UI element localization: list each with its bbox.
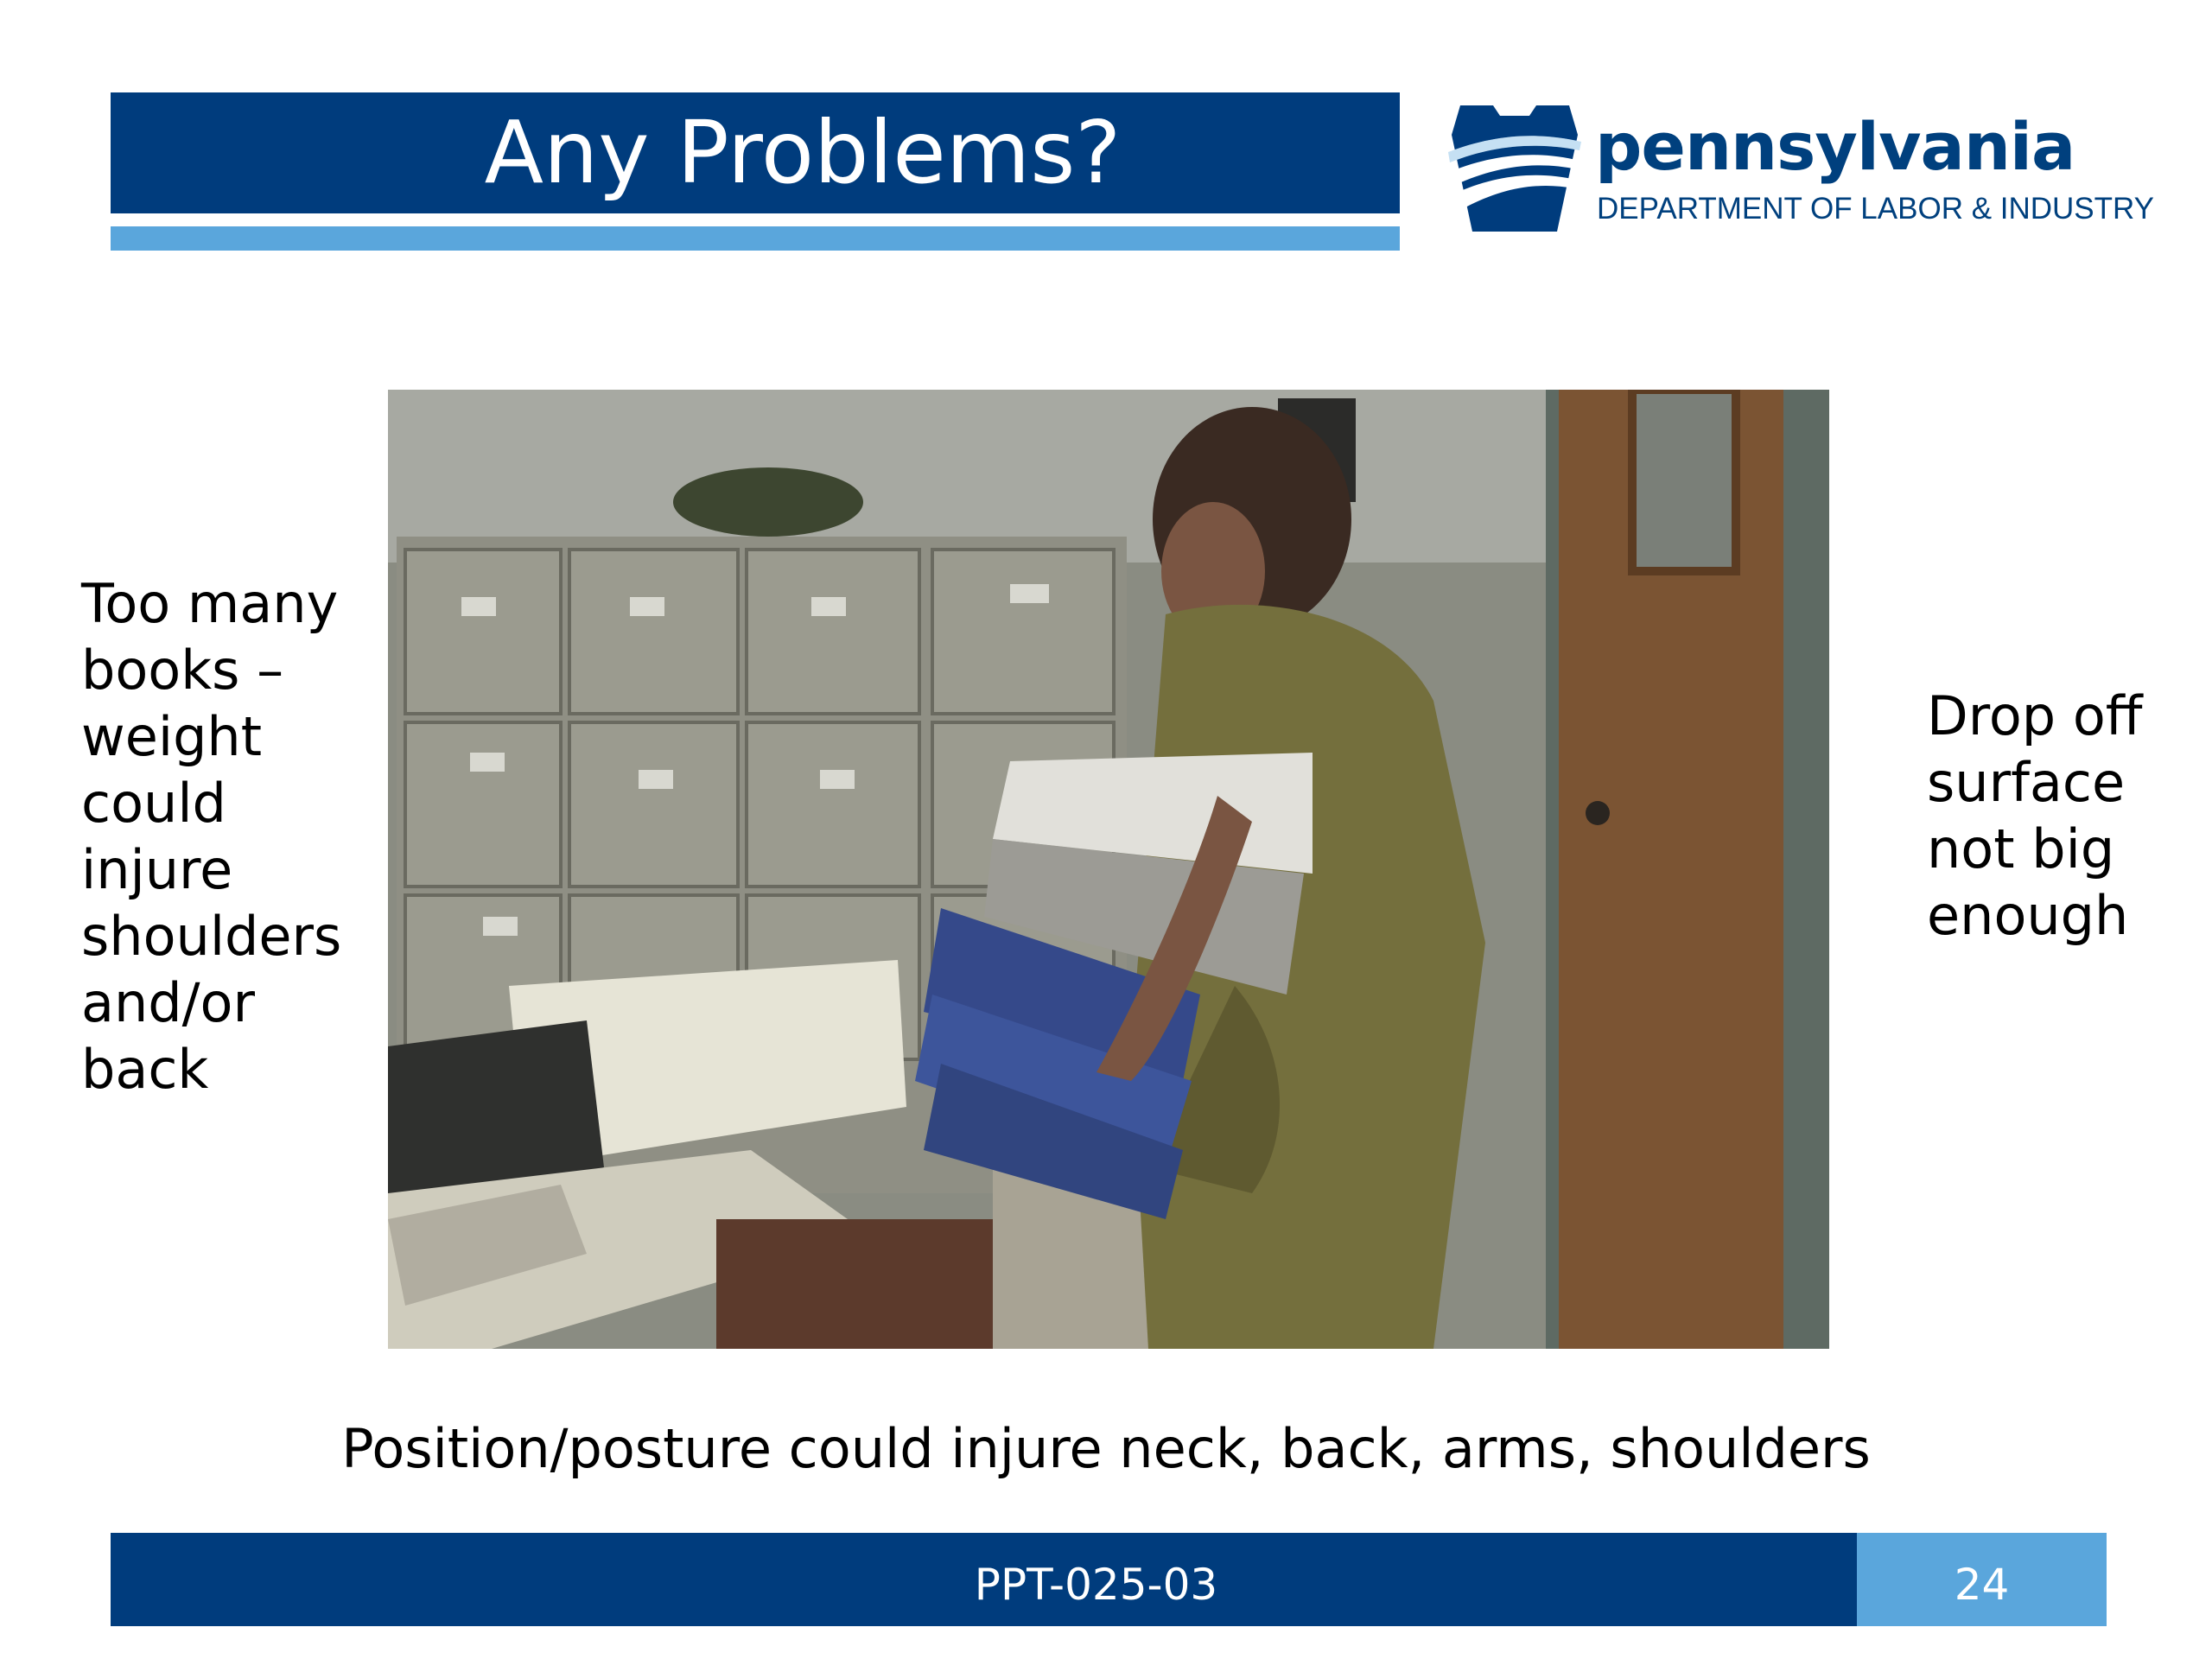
left-note: Too many books – weight could injure shoulders and/or back [81, 572, 342, 1101]
photo-illustration [388, 390, 1829, 1349]
office-photo [388, 390, 1829, 1349]
keystone-icon [1441, 100, 1588, 238]
logo-department: DEPARTMENT OF LABOR & INDUSTRY [1597, 192, 2155, 226]
photo-caption: Position/posture could injure neck, back, arms, shoulders [341, 1417, 1871, 1480]
logo-name: pennsylvania [1595, 108, 2075, 185]
right-note: Drop off surface not big enough [1927, 684, 2143, 947]
title-underline-stripe [111, 226, 1400, 251]
slide-title: Any Problems? [484, 102, 1122, 203]
pa-labor-logo [1441, 95, 2176, 251]
page-number: 24 [1954, 1560, 2010, 1610]
footer-bar [111, 1533, 1857, 1626]
footer-page-box [1857, 1533, 2107, 1626]
footer-code: PPT-025-03 [974, 1560, 1218, 1610]
title-bar [111, 92, 1400, 213]
